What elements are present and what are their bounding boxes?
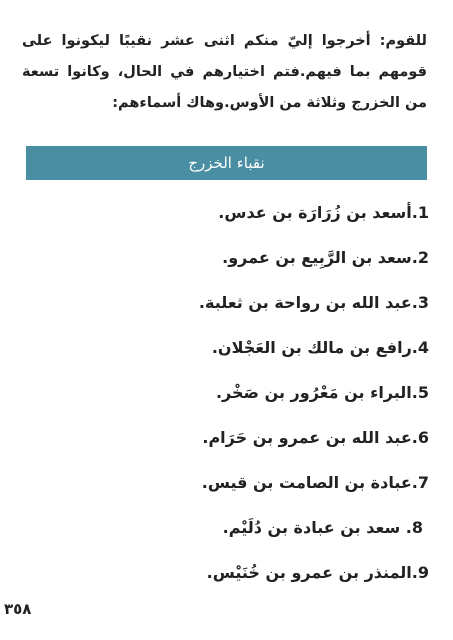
list-item-text: 7.عبادة بن الصامت بن قيس. (201, 472, 429, 492)
section-heading-band (26, 146, 427, 180)
list-item (0, 325, 453, 369)
list-item (0, 235, 453, 279)
list-item (0, 550, 453, 594)
list-item-text: 5.البراء بن مَعْرُور بن صَخْر. (215, 382, 429, 402)
list-item (0, 190, 453, 234)
list-item-text: 4.رافع بن مالك بن العَجْلان. (211, 337, 429, 357)
intro-paragraph: للقوم: أخرجوا إليّ منكم اثنى عشر نقيبًا ليكونوا على قومهم بما فيهم.فتم اختيارهم في الحال، وكانوا تسعة من الخزرج وثلاثة من الأوس.وهاك أسماءهم: (22, 33, 427, 111)
list-item-text: 8. سعد بن عبادة بن دُلَيْم. (222, 517, 423, 537)
list-item-text: 6.عبد الله بن عمرو بن حَرَام. (202, 427, 429, 447)
list-item-text: 2.سعد بن الرَّبِيع بن عمرو. (222, 247, 429, 267)
list-item (0, 370, 453, 414)
section-title: نقباء الخزرج (188, 154, 265, 172)
page-number: ٣٥٨ (4, 600, 32, 618)
list-item (0, 415, 453, 459)
list-item (0, 280, 453, 324)
list-item-text: 3.عبد الله بن رواحة بن ثعلبة. (198, 292, 429, 312)
list-item-text: 9.المنذر بن عمرو بن خُنَيْس. (206, 562, 429, 582)
list-item-text: 1.أسعد بن زُرَارَة بن عدس. (218, 202, 429, 222)
list-item (0, 460, 453, 504)
list-item (0, 505, 453, 549)
